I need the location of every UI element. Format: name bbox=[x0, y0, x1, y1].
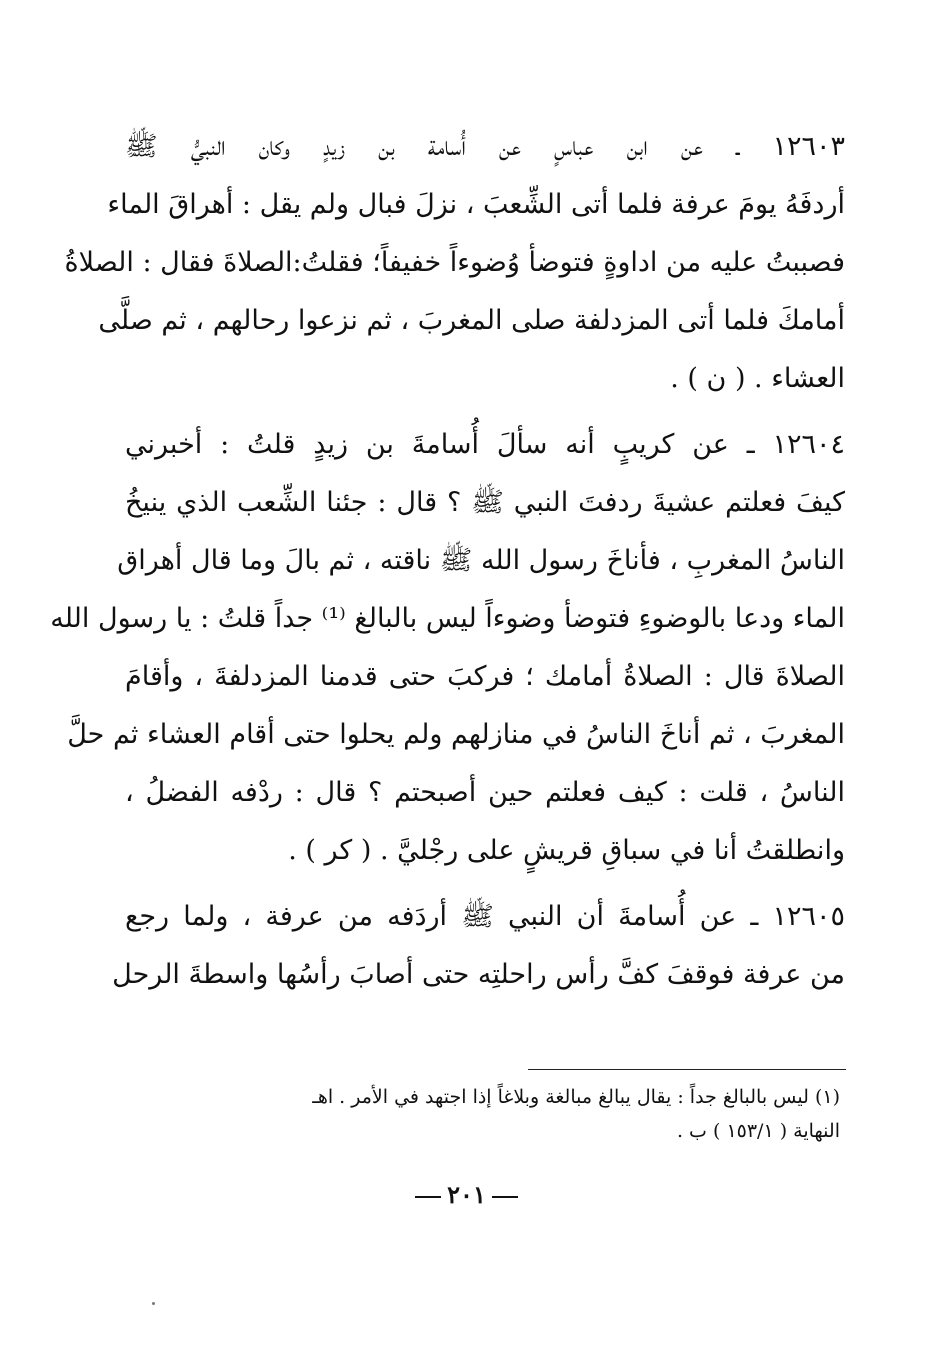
page-number-dash bbox=[492, 1196, 518, 1198]
text-line: كيفَ فعلتم عشيةَ ردفتَ النبي ﷺ ؟ قال : جئنا الشِّعب الذي ينيخُ bbox=[125, 487, 845, 518]
text-line: الصلاةَ قال : الصلاةُ أمامك ؛ فركبَ حتى قدمنا المزدلفةَ ، وأقامَ bbox=[125, 661, 845, 692]
text-line: من عرفة فوقفَ كفَّ رأس راحلتِه حتى أصابَ رأسُها واسطةَ الرحل bbox=[112, 959, 845, 990]
hadith-12603 bbox=[64, 118, 845, 408]
text-line: العشاء . ( ن ) . bbox=[670, 363, 845, 394]
hadith-12605 bbox=[112, 888, 845, 1004]
hadith-12604 bbox=[50, 416, 845, 880]
text-line: ١٢٦٠٣ ـ عن ابن عباسٍ عن أُسامة بن زيدٍ وكان النبيُّ ﷺ bbox=[125, 131, 845, 162]
text-line: المغربَ ، ثم أناخَ الناسُ في منازلهم ولم يحلوا حتى أقام العشاء ثم حلَّ bbox=[67, 719, 845, 750]
text-line: أردفَهُ يومَ عرفة فلما أتى الشِّعبَ ، نزلَ فبال ولم يقل : أهراقَ الماء bbox=[107, 189, 845, 220]
main-text bbox=[50, 118, 845, 1004]
footnote-line: النهاية ( ١٥٣/١ ) ب . bbox=[676, 1120, 840, 1142]
page-number-dash bbox=[415, 1196, 441, 1198]
text-line: وانطلقتُ أنا في سباقِ قريشٍ على رجْليَّ . ( كر ) . bbox=[288, 835, 845, 866]
text-line: فصببتُ عليه من اداوةٍ فتوضأ وُضوءاً خفيفاً؛ فقلتُ:الصلاةَ فقال : الصلاةُ bbox=[64, 247, 845, 278]
text-line: ١٢٦٠٥ ـ عن أُسامةَ أن النبي ﷺ أردَفه من عرفة ، ولما رجع bbox=[125, 901, 845, 932]
text-line: أمامكَ فلما أتى المزدلفة صلى المغربَ ، ثم نزعوا رحالهم ، ثم صلَّى bbox=[98, 305, 845, 336]
text-line: الناسُ ، قلت : كيف فعلتم حين أصبحتم ؟ قال : ردْفه الفضلُ ، bbox=[125, 777, 845, 808]
text-line: ١٢٦٠٤ ـ عن كريبٍ أنه سألَ أُسامةَ بن زيدٍ قلتُ : أخبرني bbox=[125, 429, 845, 460]
footnote-divider bbox=[528, 1069, 846, 1070]
text-line: الناسُ المغربِ ، فأناخَ رسول الله ﷺ ناقته ، ثم بالَ وما قال أهراق bbox=[117, 545, 845, 576]
footnote-line: (١) ليس بالبالغ جداً : يقال يبالغ مبالغة وبلاغاً إذا اجتهد في الأمر . اهـ bbox=[312, 1086, 840, 1108]
footnote bbox=[150, 1080, 840, 1148]
text-line: الماء ودعا بالوضوءِ فتوضأ وضوءاً ليس بالبالغ ⁽¹⁾ جداً قلتُ : يا رسول الله bbox=[50, 603, 845, 634]
scan-speck bbox=[152, 1302, 155, 1305]
page-number-value: ٢٠١ bbox=[447, 1180, 486, 1209]
page-number bbox=[0, 1180, 933, 1209]
